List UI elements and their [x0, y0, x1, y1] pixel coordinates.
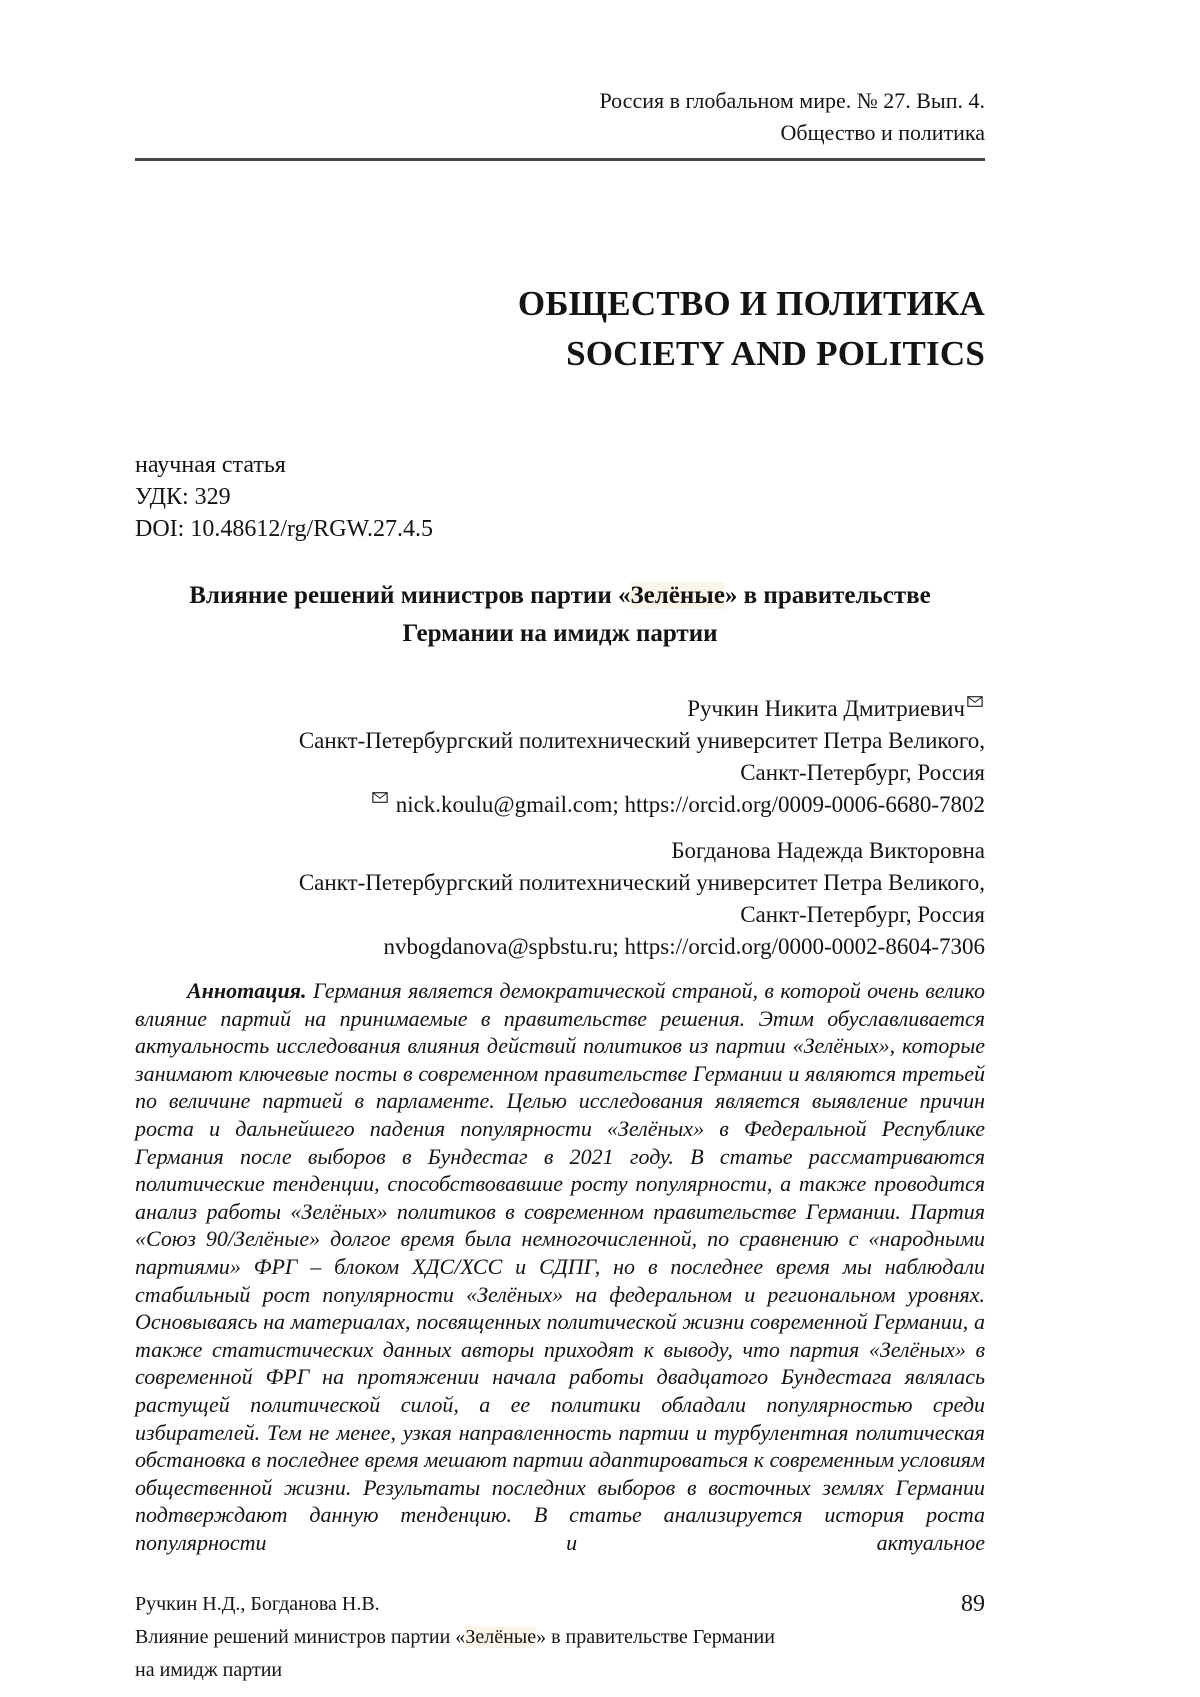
author-name: Ручкин Никита Дмитриевич: [687, 696, 965, 721]
footer-title-line2: на имидж партии: [135, 1659, 283, 1681]
article-title-line1: [189, 582, 930, 609]
author-block-ruchkin: [135, 693, 985, 821]
article-meta: [135, 449, 985, 545]
footer-title-highlighted-word: Зелёные: [465, 1626, 537, 1648]
journal-section: Общество и политика: [780, 120, 985, 145]
article-type-label: научная статья: [135, 452, 286, 478]
running-header: [135, 0, 985, 149]
author-name-line: [135, 693, 985, 725]
journal-title: Россия в глобальном мире. № 27. Вып. 4.: [599, 88, 985, 113]
article-title-text: Влияние решений министров партии «: [189, 582, 631, 609]
article-title-line2: Германии на имидж партии: [402, 620, 718, 647]
author-contact: nick.koulu@gmail.com; https://orcid.org/0009-0006-6680-7802: [395, 792, 985, 817]
author-affiliation: Санкт-Петербургский политехнический университет Петра Великого,: [298, 870, 985, 895]
author-contact-line: [135, 789, 985, 821]
doi-label: DOI: 10.48612/rg/RGW.27.4.5: [135, 516, 434, 542]
envelope-icon: [967, 696, 983, 707]
udc-label: УДК: 329: [135, 484, 231, 510]
section-heading-ru: ОБЩЕСТВО И ПОЛИТИКА: [517, 284, 985, 323]
envelope-icon: [372, 792, 388, 803]
abstract-label: Аннотация.: [187, 978, 307, 1003]
section-heading: [135, 279, 985, 379]
author-city: Санкт-Петербург, Россия: [740, 902, 985, 927]
page-footer: [135, 1588, 985, 1687]
author-city: Санкт-Петербург, Россия: [740, 760, 985, 785]
author-contact: nvbogdanova@spbstu.ru; https://orcid.org/0000-0002-8604-7306: [383, 934, 985, 959]
header-rule: [135, 158, 985, 161]
author-block-bogdanova: [135, 835, 985, 963]
article-title-text-cont: » в правительстве: [724, 582, 931, 609]
author-affiliation: Санкт-Петербургский политехнический университет Петра Великого,: [298, 728, 985, 753]
footer-title-text-cont: » в правительстве Германии: [536, 1626, 775, 1648]
article-title: [135, 577, 985, 653]
abstract-text: Германия является демократической страной, в которой очень велико влияние партий на принимаемые в правительстве решения. Этим обуславливается актуальность исследования влияния действий политиков из партии «Зелёных», которые занимают ключевые посты в современном правительстве Германии и являются третьей по величине партией в парламенте. Целью исследования является выявление причин роста и дальнейшего падения популярности «Зелёных» в Федеральной Республике Германия после выборов в Бундестаг в 2021 году. В статье рассматриваются политические тенденции, способствовавшие росту популярности, а также проводится анализ работы «Зелёных» политиков в современном правительстве Германии. Партия «Союз 90/Зелёные» долгое время была немногочисленной, по сравнению с «народными партиями» ФРГ – блоком ХДС/ХСС и СДПГ, но в последнее время мы наблюдали стабильный рост популярности «Зелёных» на федеральном и региональном уровнях. Основываясь на материалах, посвященных политической жизни современной Германии, а также статистических данных авторы приходят к выводу, что партия «Зелёных» в современной ФРГ на протяжении начала работы двадцатого Бундестага являлась растущей политической силой, а ее политики обладали популярностью среди избирателей. Тем не менее, узкая направленность партии и турбулентная политическая обстановка в последнее время мешают партии адаптироваться к современным условиям общественной жизни. Результаты последних выборов в восточных землях Германии подтверждают данную тенденцию. В статье анализируется история роста популярности и актуальное: [135, 978, 985, 1555]
author-name: Богданова Надежда Викторовна: [671, 838, 985, 863]
page-number: 89: [961, 1591, 985, 1617]
article-title-highlighted-word: Зелёные: [630, 582, 725, 609]
footer-authors: Ручкин Н.Д., Богданова Н.В.: [135, 1593, 380, 1615]
section-heading-en: SOCIETY AND POLITICS: [566, 334, 985, 373]
abstract-paragraph: [135, 977, 985, 1556]
footer-title-line1: [135, 1621, 775, 1654]
footer-citation: [135, 1588, 775, 1687]
footer-title-text: Влияние решений министров партии «: [135, 1626, 466, 1648]
text-block: [135, 0, 985, 1556]
